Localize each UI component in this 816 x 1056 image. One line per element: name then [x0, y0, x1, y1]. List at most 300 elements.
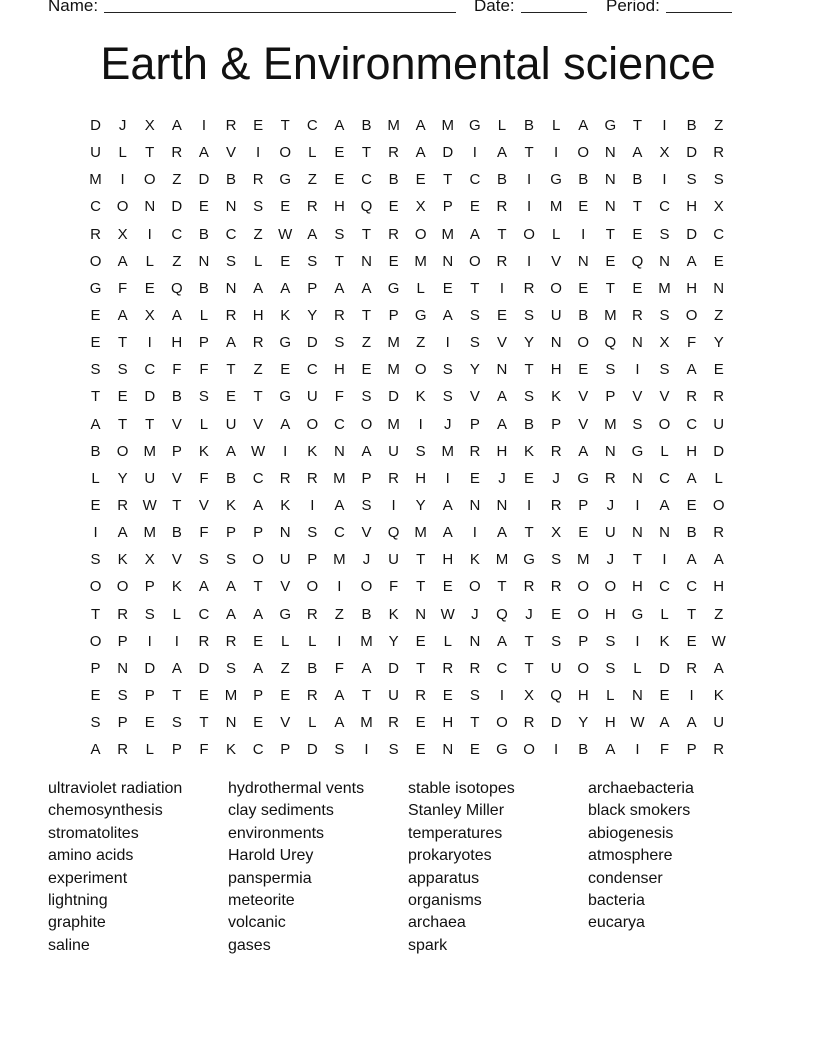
grid-letter[interactable]: S — [632, 415, 643, 433]
grid-letter[interactable]: A — [659, 714, 670, 732]
grid-letter[interactable]: A — [713, 659, 724, 677]
grid-letter[interactable]: S — [198, 551, 209, 569]
grid-letter[interactable]: R — [713, 144, 725, 162]
grid-letter[interactable]: E — [144, 279, 155, 297]
grid-letter[interactable]: I — [526, 252, 532, 270]
grid-letter[interactable]: R — [388, 714, 399, 732]
grid-letter[interactable]: M — [414, 524, 427, 542]
grid-letter[interactable]: I — [256, 144, 261, 162]
grid-letter[interactable]: R — [198, 632, 210, 650]
grid-letter[interactable]: N — [632, 469, 643, 487]
grid-letter[interactable]: V — [496, 334, 507, 352]
grid-letter[interactable]: I — [147, 334, 152, 352]
grid-letter[interactable]: N — [550, 334, 562, 352]
grid-letter[interactable]: A — [90, 415, 101, 433]
grid-letter[interactable]: H — [686, 279, 698, 297]
grid-letter[interactable]: A — [686, 252, 697, 270]
grid-letter[interactable]: S — [713, 171, 724, 189]
grid-letter[interactable]: M — [387, 117, 400, 135]
grid-letter[interactable]: E — [280, 361, 291, 379]
grid-letter[interactable]: D — [659, 659, 670, 677]
grid-letter[interactable]: T — [334, 252, 344, 270]
grid-letter[interactable]: E — [578, 198, 589, 216]
grid-letter[interactable]: S — [551, 551, 562, 569]
grid-letter[interactable]: O — [577, 578, 590, 596]
grid-letter[interactable]: G — [279, 334, 292, 352]
grid-letter[interactable]: H — [442, 551, 454, 569]
grid-letter[interactable]: T — [118, 334, 128, 352]
grid-letter[interactable]: A — [578, 442, 589, 460]
grid-letter[interactable]: C — [659, 578, 670, 596]
grid-letter[interactable]: E — [253, 117, 264, 135]
grid-letter[interactable]: V — [280, 578, 291, 596]
grid-letter[interactable]: S — [253, 198, 264, 216]
grid-letter[interactable]: S — [226, 551, 237, 569]
grid-letter[interactable]: T — [416, 659, 426, 677]
grid-letter[interactable]: R — [550, 578, 562, 596]
grid-letter[interactable]: U — [225, 415, 237, 433]
grid-letter[interactable]: G — [279, 605, 292, 623]
grid-letter[interactable]: F — [334, 659, 344, 677]
grid-letter[interactable]: H — [550, 361, 562, 379]
grid-letter[interactable]: O — [414, 225, 427, 243]
grid-letter[interactable]: L — [281, 632, 290, 650]
grid-letter[interactable]: H — [442, 714, 454, 732]
grid-letter[interactable]: S — [605, 361, 616, 379]
grid-letter[interactable]: M — [360, 714, 373, 732]
grid-letter[interactable]: S — [551, 632, 562, 650]
grid-letter[interactable]: N — [659, 252, 670, 270]
grid-letter[interactable]: L — [91, 469, 100, 487]
grid-letter[interactable]: R — [306, 605, 318, 623]
grid-letter[interactable]: T — [524, 632, 534, 650]
grid-letter[interactable]: R — [523, 279, 535, 297]
grid-letter[interactable]: O — [469, 578, 481, 596]
grid-letter[interactable]: G — [279, 388, 292, 406]
grid-letter[interactable]: P — [442, 198, 453, 216]
grid-letter[interactable]: T — [199, 714, 209, 732]
grid-letter[interactable]: F — [199, 741, 209, 759]
grid-letter[interactable]: L — [199, 415, 209, 433]
grid-letter[interactable]: C — [659, 469, 670, 487]
grid-letter[interactable]: P — [307, 279, 318, 297]
grid-letter[interactable]: E — [415, 741, 426, 759]
grid-letter[interactable]: O — [116, 578, 129, 596]
grid-letter[interactable]: Z — [416, 334, 426, 352]
grid-letter[interactable]: I — [554, 144, 559, 162]
grid-letter[interactable]: I — [635, 361, 640, 379]
grid-letter[interactable]: T — [253, 578, 263, 596]
grid-letter[interactable]: M — [360, 632, 373, 650]
grid-letter[interactable]: V — [280, 714, 291, 732]
grid-letter[interactable]: M — [414, 252, 427, 270]
grid-letter[interactable]: R — [550, 442, 562, 460]
grid-letter[interactable]: I — [689, 687, 694, 705]
grid-letter[interactable]: I — [499, 687, 505, 705]
grid-letter[interactable]: A — [686, 361, 697, 379]
grid-letter[interactable]: B — [686, 117, 697, 135]
grid-letter[interactable]: K — [415, 388, 426, 406]
grid-letter[interactable]: I — [147, 632, 152, 650]
grid-letter[interactable]: L — [633, 659, 642, 677]
grid-letter[interactable]: R — [388, 469, 399, 487]
grid-letter[interactable]: L — [199, 307, 209, 325]
grid-letter[interactable]: N — [144, 198, 156, 216]
grid-letter[interactable]: V — [226, 144, 237, 162]
grid-letter[interactable]: R — [306, 469, 318, 487]
grid-letter[interactable]: T — [632, 551, 642, 569]
grid-letter[interactable]: A — [334, 117, 345, 135]
grid-letter[interactable]: V — [171, 551, 182, 569]
grid-letter[interactable]: P — [578, 497, 589, 515]
grid-letter[interactable]: B — [307, 659, 318, 677]
grid-letter[interactable]: H — [333, 198, 345, 216]
grid-letter[interactable]: V — [659, 388, 670, 406]
grid-letter[interactable]: H — [604, 605, 616, 623]
grid-letter[interactable]: Z — [714, 307, 724, 325]
grid-letter[interactable]: Y — [117, 469, 128, 487]
grid-letter[interactable]: R — [523, 714, 535, 732]
grid-letter[interactable]: K — [713, 687, 724, 705]
grid-letter[interactable]: Q — [604, 334, 617, 352]
grid-letter[interactable]: E — [632, 279, 643, 297]
grid-letter[interactable]: G — [89, 279, 102, 297]
grid-letter[interactable]: W — [251, 442, 266, 460]
grid-letter[interactable]: S — [605, 659, 616, 677]
grid-letter[interactable]: O — [604, 578, 617, 596]
grid-letter[interactable]: V — [198, 497, 209, 515]
grid-letter[interactable]: J — [471, 605, 479, 623]
grid-letter[interactable]: T — [416, 551, 426, 569]
grid-letter[interactable]: A — [496, 415, 507, 433]
grid-letter[interactable]: L — [497, 117, 507, 135]
grid-letter[interactable]: P — [605, 388, 616, 406]
grid-letter[interactable]: B — [171, 388, 182, 406]
grid-letter[interactable]: A — [226, 578, 237, 596]
grid-letter[interactable]: U — [713, 415, 725, 433]
grid-letter[interactable]: E — [442, 687, 453, 705]
grid-letter[interactable]: O — [306, 415, 319, 433]
grid-letter[interactable]: R — [686, 388, 698, 406]
grid-letter[interactable]: M — [604, 415, 617, 433]
grid-letter[interactable]: G — [577, 469, 590, 487]
grid-letter[interactable]: Q — [496, 605, 508, 623]
grid-letter[interactable]: U — [144, 469, 156, 487]
grid-letter[interactable]: Y — [713, 334, 724, 352]
grid-letter[interactable]: A — [280, 279, 291, 297]
grid-letter[interactable]: D — [306, 334, 318, 352]
grid-letter[interactable]: Z — [714, 117, 724, 135]
grid-letter[interactable]: Y — [524, 334, 535, 352]
grid-letter[interactable]: E — [253, 714, 264, 732]
grid-letter[interactable]: H — [171, 334, 183, 352]
grid-letter[interactable]: T — [253, 388, 263, 406]
grid-letter[interactable]: R — [117, 605, 129, 623]
grid-letter[interactable]: J — [525, 605, 533, 623]
grid-letter[interactable]: P — [551, 415, 562, 433]
grid-letter[interactable]: C — [686, 578, 698, 596]
grid-letter[interactable]: N — [198, 252, 210, 270]
grid-letter[interactable]: A — [226, 605, 237, 623]
grid-letter[interactable]: D — [306, 741, 318, 759]
grid-letter[interactable]: L — [308, 632, 317, 650]
grid-letter[interactable]: F — [388, 578, 399, 596]
grid-letter[interactable]: K — [307, 442, 318, 460]
grid-letter[interactable]: D — [713, 442, 725, 460]
grid-letter[interactable]: O — [496, 714, 508, 732]
grid-letter[interactable]: M — [333, 469, 346, 487]
grid-letter[interactable]: A — [361, 442, 372, 460]
grid-letter[interactable]: I — [93, 524, 98, 542]
grid-letter[interactable]: A — [226, 334, 237, 352]
grid-letter[interactable]: L — [253, 252, 263, 270]
grid-letter[interactable]: J — [498, 469, 506, 487]
grid-letter[interactable]: W — [440, 605, 455, 623]
grid-letter[interactable]: T — [497, 225, 507, 243]
grid-letter[interactable]: I — [635, 497, 640, 515]
grid-letter[interactable]: H — [686, 442, 698, 460]
grid-letter[interactable]: I — [337, 578, 342, 596]
grid-letter[interactable]: S — [226, 659, 237, 677]
grid-letter[interactable]: N — [469, 632, 481, 650]
grid-letter[interactable]: X — [144, 117, 155, 135]
grid-letter[interactable]: Y — [307, 307, 318, 325]
grid-letter[interactable]: B — [171, 524, 182, 542]
grid-letter[interactable]: K — [524, 442, 535, 460]
grid-letter[interactable]: T — [361, 687, 372, 705]
grid-letter[interactable]: Z — [714, 605, 724, 623]
grid-letter[interactable]: R — [496, 252, 508, 270]
grid-letter[interactable]: D — [144, 659, 156, 677]
grid-letter[interactable]: C — [306, 117, 318, 135]
grid-letter[interactable]: T — [172, 687, 182, 705]
grid-letter[interactable]: T — [632, 117, 642, 135]
grid-letter[interactable]: A — [713, 551, 724, 569]
grid-letter[interactable]: Z — [280, 659, 290, 677]
grid-letter[interactable]: K — [388, 605, 399, 623]
grid-letter[interactable]: V — [469, 388, 480, 406]
grid-letter[interactable]: M — [387, 361, 400, 379]
grid-letter[interactable]: G — [279, 171, 292, 189]
grid-letter[interactable]: S — [171, 714, 182, 732]
grid-letter[interactable]: I — [526, 198, 532, 216]
grid-letter[interactable]: N — [496, 497, 508, 515]
grid-letter[interactable]: I — [662, 551, 667, 569]
grid-letter[interactable]: E — [334, 171, 345, 189]
grid-letter[interactable]: I — [391, 497, 396, 515]
grid-letter[interactable]: E — [713, 361, 724, 379]
grid-letter[interactable]: M — [604, 307, 617, 325]
grid-letter[interactable]: G — [631, 605, 644, 623]
grid-letter[interactable]: Z — [307, 171, 317, 189]
grid-letter[interactable]: E — [253, 632, 264, 650]
grid-letter[interactable]: E — [198, 687, 209, 705]
grid-letter[interactable]: R — [225, 117, 237, 135]
grid-letter[interactable]: A — [632, 144, 643, 162]
grid-letter[interactable]: V — [253, 415, 264, 433]
grid-letter[interactable]: A — [334, 497, 345, 515]
grid-letter[interactable]: A — [496, 524, 507, 542]
grid-letter[interactable]: E — [632, 225, 643, 243]
grid-letter[interactable]: T — [605, 225, 615, 243]
grid-letter[interactable]: I — [581, 225, 586, 243]
grid-letter[interactable]: I — [120, 171, 125, 189]
grid-letter[interactable]: O — [279, 144, 292, 162]
grid-letter[interactable]: W — [278, 225, 293, 243]
grid-letter[interactable]: E — [90, 307, 101, 325]
grid-letter[interactable]: H — [686, 198, 698, 216]
grid-letter[interactable]: T — [470, 714, 480, 732]
grid-letter[interactable]: I — [147, 225, 152, 243]
grid-letter[interactable]: I — [283, 442, 288, 460]
grid-letter[interactable]: S — [334, 741, 345, 759]
grid-letter[interactable]: A — [334, 687, 345, 705]
grid-letter[interactable]: T — [361, 225, 372, 243]
grid-letter[interactable]: B — [578, 741, 589, 759]
grid-letter[interactable]: A — [442, 497, 453, 515]
grid-letter[interactable]: S — [442, 388, 453, 406]
grid-letter[interactable]: S — [226, 252, 237, 270]
grid-letter[interactable]: O — [89, 632, 102, 650]
grid-letter[interactable]: T — [172, 497, 182, 515]
grid-letter[interactable]: E — [442, 578, 453, 596]
grid-letter[interactable]: N — [225, 198, 237, 216]
grid-letter[interactable]: S — [361, 388, 372, 406]
grid-letter[interactable]: T — [524, 144, 534, 162]
grid-letter[interactable]: J — [552, 469, 560, 487]
grid-letter[interactable]: F — [659, 741, 670, 759]
grid-letter[interactable]: E — [415, 632, 426, 650]
grid-letter[interactable]: E — [90, 334, 101, 352]
grid-letter[interactable]: R — [686, 659, 698, 677]
grid-letter[interactable]: M — [143, 524, 156, 542]
grid-letter[interactable]: R — [306, 687, 318, 705]
grid-letter[interactable]: G — [604, 117, 617, 135]
grid-letter[interactable]: S — [469, 334, 480, 352]
grid-letter[interactable]: G — [631, 442, 644, 460]
grid-letter[interactable]: R — [279, 469, 291, 487]
grid-letter[interactable]: E — [469, 198, 480, 216]
grid-letter[interactable]: C — [333, 415, 345, 433]
grid-letter[interactable]: R — [442, 659, 454, 677]
grid-letter[interactable]: A — [442, 524, 453, 542]
grid-letter[interactable]: A — [686, 551, 697, 569]
grid-letter[interactable]: V — [551, 252, 562, 270]
grid-letter[interactable]: A — [334, 714, 345, 732]
grid-letter[interactable]: K — [226, 741, 237, 759]
grid-letter[interactable]: A — [253, 659, 264, 677]
grid-letter[interactable]: E — [117, 388, 128, 406]
grid-letter[interactable]: A — [334, 279, 345, 297]
grid-letter[interactable]: N — [117, 659, 129, 677]
grid-letter[interactable]: E — [280, 198, 291, 216]
grid-letter[interactable]: N — [604, 198, 616, 216]
grid-letter[interactable]: E — [578, 524, 589, 542]
grid-letter[interactable]: A — [90, 741, 101, 759]
grid-letter[interactable]: N — [469, 497, 481, 515]
grid-letter[interactable]: B — [226, 469, 237, 487]
grid-letter[interactable]: Q — [387, 524, 400, 542]
grid-letter[interactable]: A — [171, 117, 182, 135]
grid-letter[interactable]: S — [198, 388, 209, 406]
grid-letter[interactable]: I — [526, 497, 532, 515]
grid-letter[interactable]: D — [90, 117, 101, 135]
grid-letter[interactable]: E — [659, 687, 670, 705]
grid-letter[interactable]: Y — [388, 632, 399, 650]
grid-letter[interactable]: M — [441, 117, 455, 135]
grid-letter[interactable]: P — [253, 524, 264, 542]
grid-letter[interactable]: T — [687, 605, 697, 623]
grid-letter[interactable]: J — [606, 551, 615, 569]
grid-letter[interactable]: B — [361, 117, 372, 135]
grid-letter[interactable]: V — [632, 388, 643, 406]
grid-letter[interactable]: E — [686, 632, 697, 650]
grid-letter[interactable]: D — [442, 144, 454, 162]
grid-letter[interactable]: S — [605, 632, 616, 650]
grid-letter[interactable]: Z — [253, 361, 263, 379]
grid-letter[interactable]: S — [686, 171, 697, 189]
grid-letter[interactable]: M — [549, 198, 563, 216]
grid-letter[interactable]: E — [686, 497, 697, 515]
grid-letter[interactable]: P — [171, 741, 182, 759]
grid-letter[interactable]: Z — [253, 225, 263, 243]
grid-letter[interactable]: A — [361, 279, 372, 297]
grid-letter[interactable]: R — [90, 225, 101, 243]
grid-letter[interactable]: N — [632, 334, 643, 352]
grid-letter[interactable]: A — [659, 497, 670, 515]
grid-letter[interactable]: Y — [415, 497, 426, 515]
grid-letter[interactable]: P — [253, 687, 264, 705]
grid-letter[interactable]: A — [605, 741, 616, 759]
grid-letter[interactable]: T — [90, 605, 101, 623]
grid-letter[interactable]: I — [499, 279, 505, 297]
grid-letter[interactable]: Q — [550, 687, 562, 705]
grid-letter[interactable]: P — [117, 714, 128, 732]
grid-letter[interactable]: N — [496, 361, 508, 379]
grid-letter[interactable]: E — [415, 171, 426, 189]
grid-letter[interactable]: I — [635, 632, 640, 650]
grid-letter[interactable]: O — [577, 659, 590, 677]
grid-letter[interactable]: A — [686, 469, 697, 487]
grid-letter[interactable]: R — [523, 578, 535, 596]
grid-letter[interactable]: M — [441, 442, 455, 460]
grid-letter[interactable]: P — [686, 741, 697, 759]
period-blank-line[interactable] — [666, 0, 732, 13]
grid-letter[interactable]: C — [333, 524, 345, 542]
grid-letter[interactable]: C — [252, 741, 264, 759]
grid-letter[interactable]: T — [361, 307, 372, 325]
grid-letter[interactable]: A — [117, 252, 128, 270]
grid-letter[interactable]: I — [337, 632, 342, 650]
grid-letter[interactable]: E — [713, 252, 724, 270]
grid-letter[interactable]: V — [578, 388, 589, 406]
grid-letter[interactable]: S — [469, 307, 480, 325]
grid-letter[interactable]: S — [415, 442, 426, 460]
grid-letter[interactable]: N — [279, 524, 291, 542]
grid-letter[interactable]: S — [117, 361, 128, 379]
grid-letter[interactable]: X — [117, 225, 128, 243]
grid-letter[interactable]: S — [90, 551, 101, 569]
grid-letter[interactable]: R — [225, 307, 237, 325]
grid-letter[interactable]: W — [711, 632, 726, 650]
grid-letter[interactable]: H — [333, 361, 345, 379]
grid-letter[interactable]: N — [604, 171, 616, 189]
grid-letter[interactable]: Z — [172, 252, 182, 270]
grid-letter[interactable]: B — [524, 415, 535, 433]
grid-letter[interactable]: B — [198, 225, 209, 243]
grid-letter[interactable]: K — [469, 551, 480, 569]
grid-letter[interactable]: O — [360, 578, 373, 596]
